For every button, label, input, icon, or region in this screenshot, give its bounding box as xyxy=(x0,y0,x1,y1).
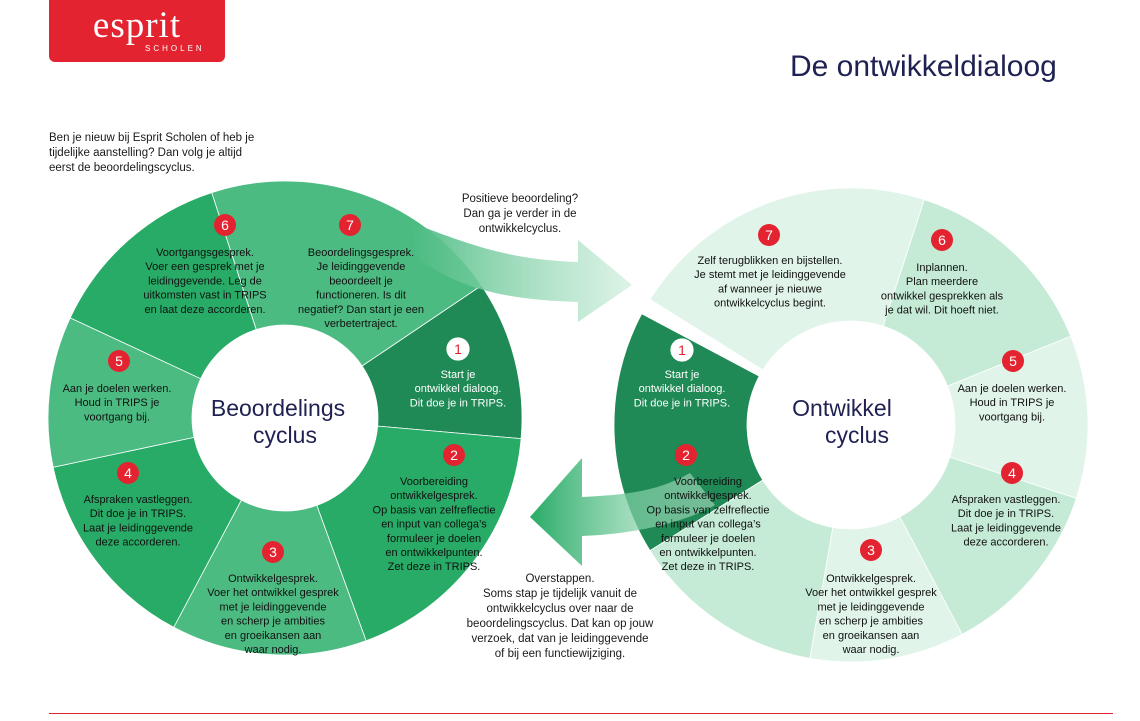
step-text-line: en input van collega’s xyxy=(381,518,487,531)
step-number: 7 xyxy=(346,217,354,233)
overstappen-line: Soms stap je tijdelijk vanuit de xyxy=(482,588,638,600)
center-line: cyclus xyxy=(825,422,889,448)
step-text-line: Aan je doelen werken. xyxy=(957,383,1067,395)
step-text-line: Dit doe je in TRIPS. xyxy=(89,508,187,521)
positive-line: ontwikkelcyclus. xyxy=(478,223,562,235)
step-text-line: deze accorderen. xyxy=(95,536,181,549)
step-text-line: waar nodig. xyxy=(842,644,900,656)
step-number: 5 xyxy=(1009,353,1017,369)
step-text-line: af wanneer je nieuwe xyxy=(718,283,822,296)
overstappen-line: Overstappen. xyxy=(525,573,595,585)
step-number: 3 xyxy=(269,544,277,560)
step-text-line: Start je xyxy=(664,369,700,381)
step-text-line: met je leidinggevende xyxy=(219,601,327,614)
step-number: 2 xyxy=(682,447,690,463)
step-text-line: Op basis van zelfreflectie xyxy=(646,504,770,517)
step-text-line: Afspraken vastleggen. xyxy=(951,494,1061,506)
step-text-line: functioneren. Is dit xyxy=(316,289,406,302)
step-text-line: waar nodig. xyxy=(244,644,302,656)
step-text-line: Voorbereiding xyxy=(400,476,468,488)
step-text-line: uitkomsten vast in TRIPS xyxy=(143,289,267,302)
step-text-line: Ontwikkelgesprek. xyxy=(826,573,916,585)
step-text-line: Laat je leidinggevende xyxy=(950,522,1062,535)
page-title: De ontwikkeldialoog xyxy=(790,50,1057,83)
overstappen-line: beoordelingscyclus. Dat kan op jouw xyxy=(466,618,654,630)
logo-word: esprit xyxy=(92,5,182,46)
step-text-line: Zet deze in TRIPS. xyxy=(387,561,481,574)
logo-subtitle: SCHOLEN xyxy=(145,44,205,53)
step-text-line: Je leidinggevende xyxy=(316,261,406,274)
center-line: Beoordelings xyxy=(210,395,346,421)
ontwikkel-center-label xyxy=(792,395,892,448)
step-text-line: formuleer je doelen xyxy=(386,532,482,545)
step-text-line: Start je xyxy=(440,369,476,381)
step-text-line: en ontwikkelpunten. xyxy=(659,547,757,559)
step-text-line: Zelf terugblikken en bijstellen. xyxy=(697,255,843,267)
step-text-line: en input van collega’s xyxy=(655,518,761,531)
step-text-line: beoordeelt je xyxy=(329,275,393,288)
step-text-line: Voer het ontwikkel gesprek xyxy=(207,587,339,600)
step-text-line: Plan meerdere xyxy=(905,276,979,289)
step-text-line: Aan je doelen werken. xyxy=(62,383,172,395)
step-number: 1 xyxy=(454,341,462,357)
overstappen-line: of bij een functiewijziging. xyxy=(494,648,626,660)
beoordelings-center-label xyxy=(211,395,345,448)
step-text-line: en laat deze accorderen. xyxy=(144,303,266,316)
step-text-line: en scherp je ambities xyxy=(819,615,923,628)
step-number: 4 xyxy=(124,465,132,481)
step-text-line: Dit doe je in TRIPS. xyxy=(957,508,1055,521)
center-line: cyclus xyxy=(253,422,317,448)
step-text-line: Voortgangsgesprek. xyxy=(156,247,254,259)
overstappen-line: ontwikkelcyclus over naar de xyxy=(486,603,634,615)
step-number: 4 xyxy=(1008,465,1016,481)
step-text-line: met je leidinggevende xyxy=(817,601,925,614)
step-text-line: en ontwikkelpunten. xyxy=(385,547,483,559)
step-text-line: en scherp je ambities xyxy=(221,615,325,628)
step-text-line: verbetertraject. xyxy=(324,318,398,330)
step-text-line: ontwikkel gesprekken als xyxy=(880,290,1004,303)
step-text-line: Voer het ontwikkel gesprek xyxy=(805,587,937,600)
step-text-line: Afspraken vastleggen. xyxy=(83,494,193,506)
step-text-line: Voorbereiding xyxy=(674,476,742,488)
step-text-line: ontwikkelcyclus begint. xyxy=(714,297,826,310)
step-number: 7 xyxy=(765,227,773,243)
step-text-line: Je stemt met je leidinggevende xyxy=(694,269,846,282)
step-text-line: en groeikansen aan xyxy=(822,629,920,642)
step-text-line: voortgang bij. xyxy=(978,411,1046,424)
step-text-line: Laat je leidinggevende xyxy=(82,522,194,535)
step-text-line: Voer een gesprek met je xyxy=(145,261,265,274)
step-text-line: en groeikansen aan xyxy=(224,629,322,642)
step-text-line: Inplannen. xyxy=(916,262,968,274)
step-text-line: Houd in TRIPS je xyxy=(74,397,160,410)
step-text-line: Houd in TRIPS je xyxy=(969,397,1055,410)
step-text-line: Dit doe je in TRIPS. xyxy=(633,397,731,410)
step-number: 2 xyxy=(450,447,458,463)
step-text-line: Dit doe je in TRIPS. xyxy=(409,397,507,410)
step-text-line: leidinggevende. Leg de xyxy=(148,275,262,288)
step-text-line: negatief? Dan start je een xyxy=(298,303,424,316)
center-line: Ontwikkel xyxy=(792,395,892,421)
step-number: 1 xyxy=(678,342,686,358)
step-number: 3 xyxy=(867,542,875,558)
step-text-line: formuleer je doelen xyxy=(660,532,756,545)
step-text-line: Zet deze in TRIPS. xyxy=(661,561,755,574)
step-text-line: Op basis van zelfreflectie xyxy=(372,504,496,517)
step-text-line: Beoordelingsgesprek. xyxy=(307,247,415,259)
step-text-line: ontwikkel dialoog. xyxy=(414,383,502,396)
step-text-line: ontwikkel dialoog. xyxy=(638,383,726,396)
intro-line: Ben je nieuw bij Esprit Scholen of heb je xyxy=(49,132,255,144)
step-text-line: Ontwikkelgesprek. xyxy=(228,573,318,585)
step-text-line: voortgang bij. xyxy=(83,411,151,424)
intro-line: eerst de beoordelingscyclus. xyxy=(49,162,195,174)
step-number: 6 xyxy=(221,217,229,233)
step-number: 6 xyxy=(938,232,946,248)
overstappen-line: verzoek, dat van je leidinggevende xyxy=(471,633,649,645)
intro-line: tijdelijke aanstelling? Dan volg je altijd xyxy=(49,147,243,159)
step-number: 5 xyxy=(115,353,123,369)
step-text-line: ontwikkelgesprek. xyxy=(390,490,478,503)
step-text-line: deze accorderen. xyxy=(963,536,1049,549)
step-text-line: ontwikkelgesprek. xyxy=(664,490,752,503)
positive-line: Positieve beoordeling? xyxy=(461,193,579,205)
step-text-line: je dat wil. Dit hoeft niet. xyxy=(885,304,999,317)
positive-line: Dan ga je verder in de xyxy=(463,208,577,220)
bottom-rule xyxy=(49,713,1113,714)
